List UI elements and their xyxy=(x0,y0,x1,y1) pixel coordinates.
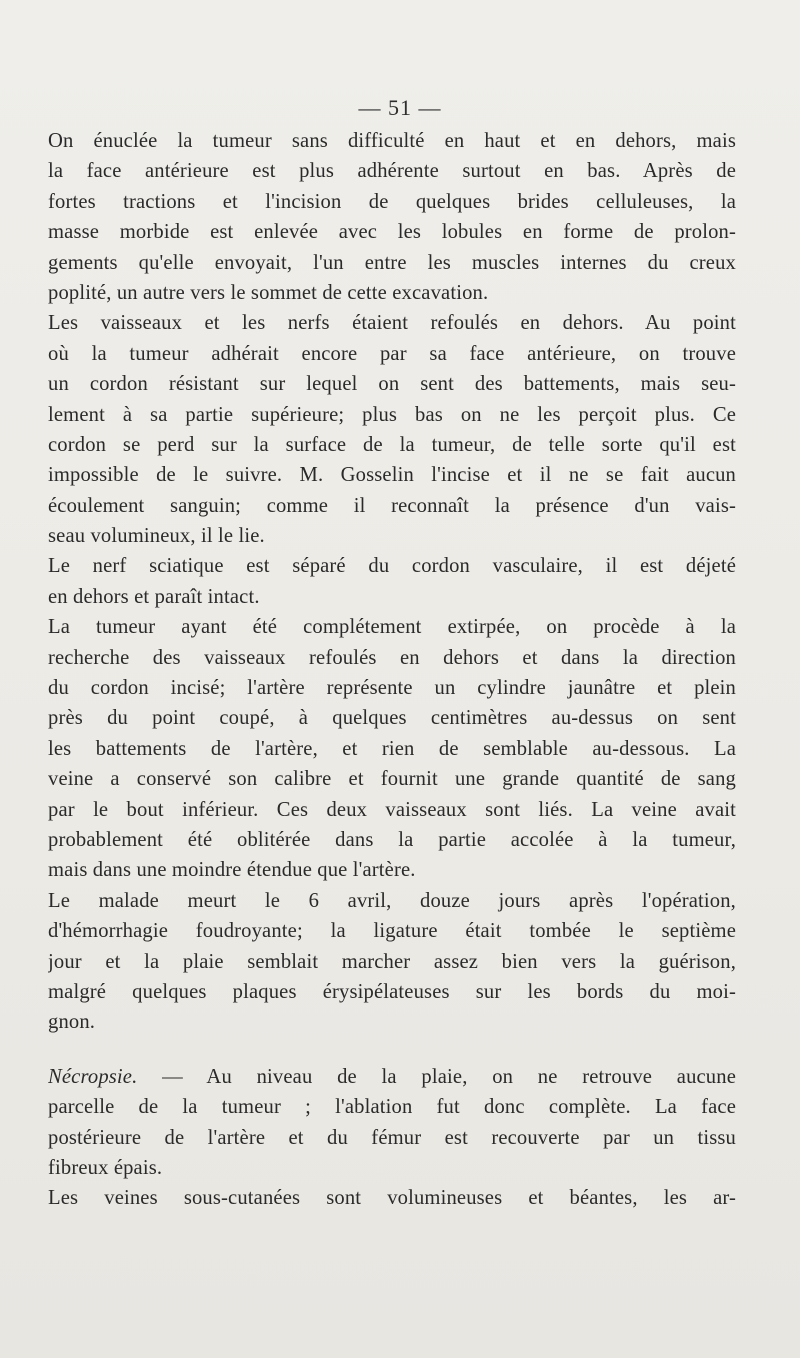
necropsy-first-line xyxy=(48,1062,736,1092)
text-line: d'hémorrhagie foudroyante; la ligature était tombée le septième xyxy=(48,920,736,943)
text-line: impossible de le suivre. M. Gosselin l'incise et il ne se fait aucun xyxy=(48,464,736,487)
text-line: seau volumineux, il le lie. xyxy=(48,525,265,548)
text-line: gnon. xyxy=(48,1011,96,1034)
necropsy-heading-rest: — Au niveau de la plaie, on ne retrouve aucune xyxy=(137,1065,736,1088)
text-line: mais dans une moindre étendue que l'artère. xyxy=(48,859,416,882)
body-text xyxy=(48,126,736,1214)
text-line: jour et la plaie semblait marcher assez bien vers la guérison, xyxy=(48,950,736,973)
text-line: où la tumeur adhérait encore par sa face antérieure, on trouve xyxy=(48,342,736,365)
text-line: un cordon résistant sur lequel on sent des battements, mais seu- xyxy=(48,373,736,396)
text-line: Le nerf sciatique est séparé du cordon vasculaire, il est déjeté xyxy=(48,555,736,578)
text-line: masse morbide est enlevée avec les lobules en forme de prolon- xyxy=(48,221,736,244)
text-line: probablement été oblitérée dans la partie accolée à la tumeur, xyxy=(48,828,736,851)
text-line: écoulement sanguin; comme il reconnaît la présence d'un vais- xyxy=(48,494,736,517)
text-line: poplité, un autre vers le sommet de cette excavation. xyxy=(48,281,489,304)
text-line: gements qu'elle envoyait, l'un entre les muscles internes du creux xyxy=(48,251,736,274)
page-number: — 51 — xyxy=(358,95,442,120)
text-line: près du point coupé, à quelques centimètres au-dessus on sent xyxy=(48,707,736,730)
text-line: La tumeur ayant été complétement extirpée, on procède à la xyxy=(48,616,736,639)
text-line: veine a conservé son calibre et fournit une grande quantité de sang xyxy=(48,768,736,791)
text-line: fibreux épais. xyxy=(48,1156,163,1179)
text-line: On énuclée la tumeur sans difficulté en haut et en dehors, mais xyxy=(48,130,736,152)
text-line: parcelle de la tumeur ; l'ablation fut donc complète. La face xyxy=(48,1096,736,1119)
text-line: Les vaisseaux et les nerfs étaient refoulés en dehors. Au point xyxy=(48,312,736,335)
text-line: les battements de l'artère, et rien de semblable au-dessous. La xyxy=(48,737,736,760)
text-line: Les veines sous-cutanées sont volumineuses et béantes, les ar- xyxy=(48,1187,736,1210)
necropsy-heading: Nécropsie. xyxy=(48,1065,138,1088)
text-line: cordon se perd sur la surface de la tumeur, de telle sorte qu'il est xyxy=(48,433,736,456)
text-line: lement à sa partie supérieure; plus bas on ne les perçoit plus. Ce xyxy=(48,403,736,426)
text-line: fortes tractions et l'incision de quelques brides celluleuses, la xyxy=(48,190,736,213)
text-line: par le bout inférieur. Ces deux vaisseaux sont liés. La veine avait xyxy=(48,798,736,821)
text-line: recherche des vaisseaux refoulés en dehors et dans la direction xyxy=(48,646,736,669)
text-line: la face antérieure est plus adhérente surtout en bas. Après de xyxy=(48,160,736,183)
section-gap xyxy=(48,1038,736,1062)
text-line: en dehors et paraît intact. xyxy=(48,585,260,608)
text-line: du cordon incisé; l'artère représente un cylindre jaunâtre et plein xyxy=(48,677,736,700)
text-line: malgré quelques plaques érysipélateuses sur les bords du moi- xyxy=(48,980,736,1003)
text-line: Le malade meurt le 6 avril, douze jours après l'opération, xyxy=(48,889,736,912)
text-line: postérieure de l'artère et du fémur est recouverte par un tissu xyxy=(48,1126,736,1149)
